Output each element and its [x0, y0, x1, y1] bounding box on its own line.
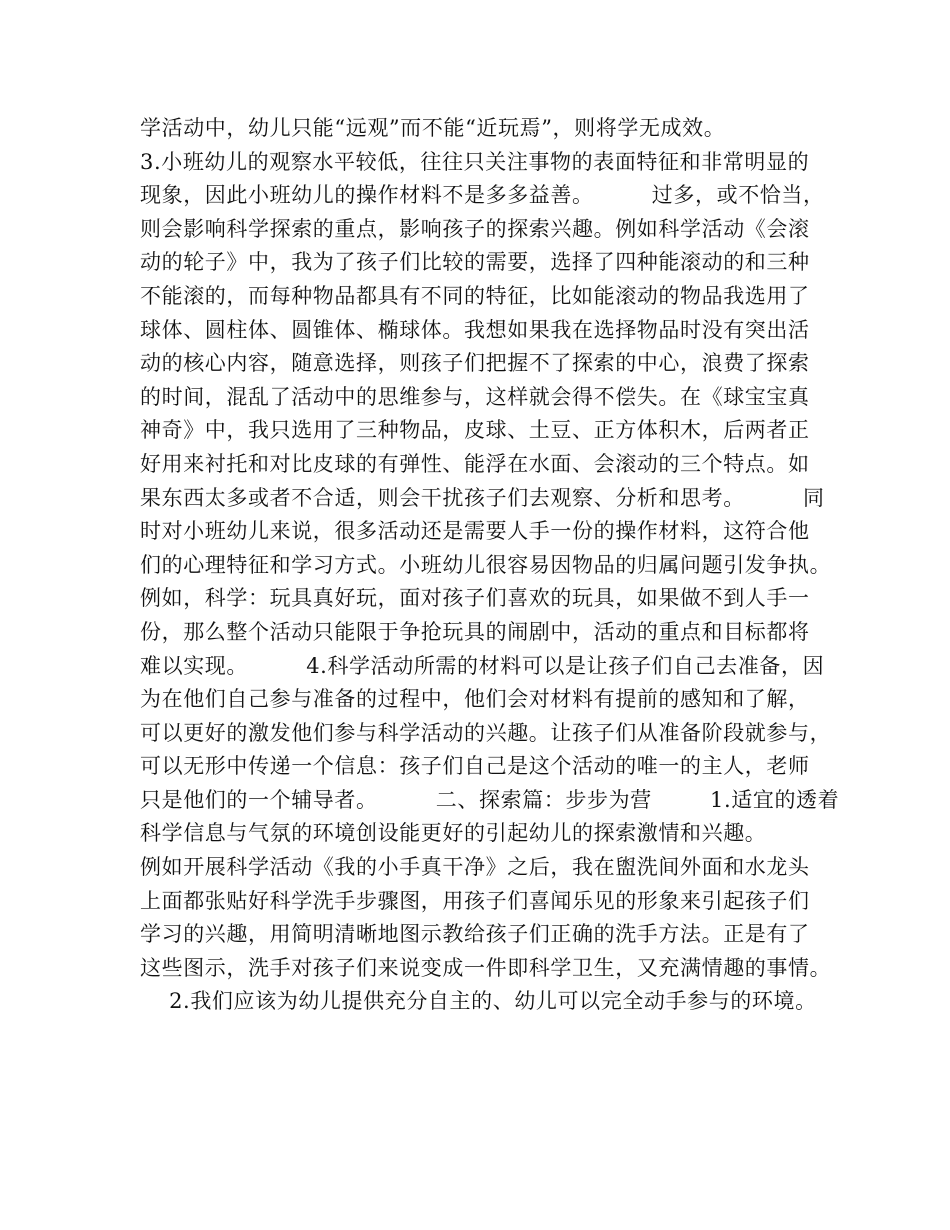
text-line: 2.我们应该为幼儿提供充分自主的、幼儿可以完全动手参与的环境。: [140, 989, 817, 1014]
text-line: 为在他们自己参与准备的过程中，他们会对材料有提前的感知和了解，: [140, 687, 810, 712]
text-line: 动的核心内容，随意选择，则孩子们把握不了探索的中心，浪费了探索: [140, 351, 810, 376]
text-line: 现象，因此小班幼儿的操作材料不是多多益善。 过多，或不恰当，: [140, 183, 825, 208]
body-text: [140, 112, 840, 1019]
text-line: 科学信息与气氛的环境创设能更好的引起幼儿的探索激情和兴趣。: [140, 821, 767, 846]
text-line: 球体、圆柱体、圆锥体、椭球体。我想如果我在选择物品时没有突出活: [140, 317, 810, 342]
text-line: 例如，科学：玩具真好玩，面对孩子们喜欢的玩具，如果做不到人手一: [140, 586, 810, 611]
text-line: 动的轮子》中，我为了孩子们比较的需要，选择了四种能滚动的和三种: [140, 250, 810, 275]
text-line: 好用来衬托和对比皮球的有弹性、能浮在水面、会滚动的三个特点。如: [140, 451, 810, 476]
text-line: 果东西太多或者不合适，则会干扰孩子们去观察、分析和思考。 同: [140, 485, 825, 510]
text-line: 只是他们的一个辅导者。 二、探索篇：步步为营 1.适宜的透着: [140, 787, 840, 812]
text-line: 可以更好的激发他们参与科学活动的兴趣。让孩子们从准备阶段就参与，: [140, 720, 832, 745]
text-line: 难以实现。 4.科学活动所需的材料可以是让孩子们自己去准备，因: [140, 653, 825, 678]
text-line: 这些图示，洗手对孩子们来说变成一件即科学卫生，又充满情趣的事情。: [140, 955, 832, 980]
text-line: 们的心理特征和学习方式。小班幼儿很容易因物品的归属问题引发争执。: [140, 552, 832, 577]
text-line: 不能滚的，而每种物品都具有不同的特征，比如能滚动的物品我选用了: [140, 283, 810, 308]
text-line: 3.小班幼儿的观察水平较低，往往只关注事物的表面特征和非常明显的: [140, 149, 810, 174]
text-line: 学活动中，幼儿只能“远观”而不能“近玩焉”，则将学无成效。: [140, 116, 726, 140]
text-line: 神奇》中，我只选用了三种物品，皮球、土豆、正方体积木，后两者正: [140, 418, 810, 443]
text-line: 学习的兴趣，用简明清晰地图示教给孩子们正确的洗手方法。正是有了: [140, 922, 810, 947]
text-line: 时对小班幼儿来说，很多活动还是需要人手一份的操作材料，这符合他: [140, 519, 810, 544]
text-line: 可以无形中传递一个信息：孩子们自己是这个活动的唯一的主人，老师: [140, 754, 810, 779]
text-line: 份，那么整个活动只能限于争抢玩具的闹剧中，活动的重点和目标都将: [140, 619, 810, 644]
text-line: 的时间，混乱了活动中的思维参与，这样就会得不偿失。在《球宝宝真: [140, 384, 810, 409]
text-line: 上面都张贴好科学洗手步骤图，用孩子们喜闻乐见的形象来引起孩子们: [140, 888, 810, 913]
text-line: 则会影响科学探索的重点，影响孩子的探索兴趣。例如科学活动《会滚: [140, 216, 810, 241]
text-line: 例如开展科学活动《我的小手真干净》之后，我在盥洗间外面和水龙头: [140, 855, 810, 880]
